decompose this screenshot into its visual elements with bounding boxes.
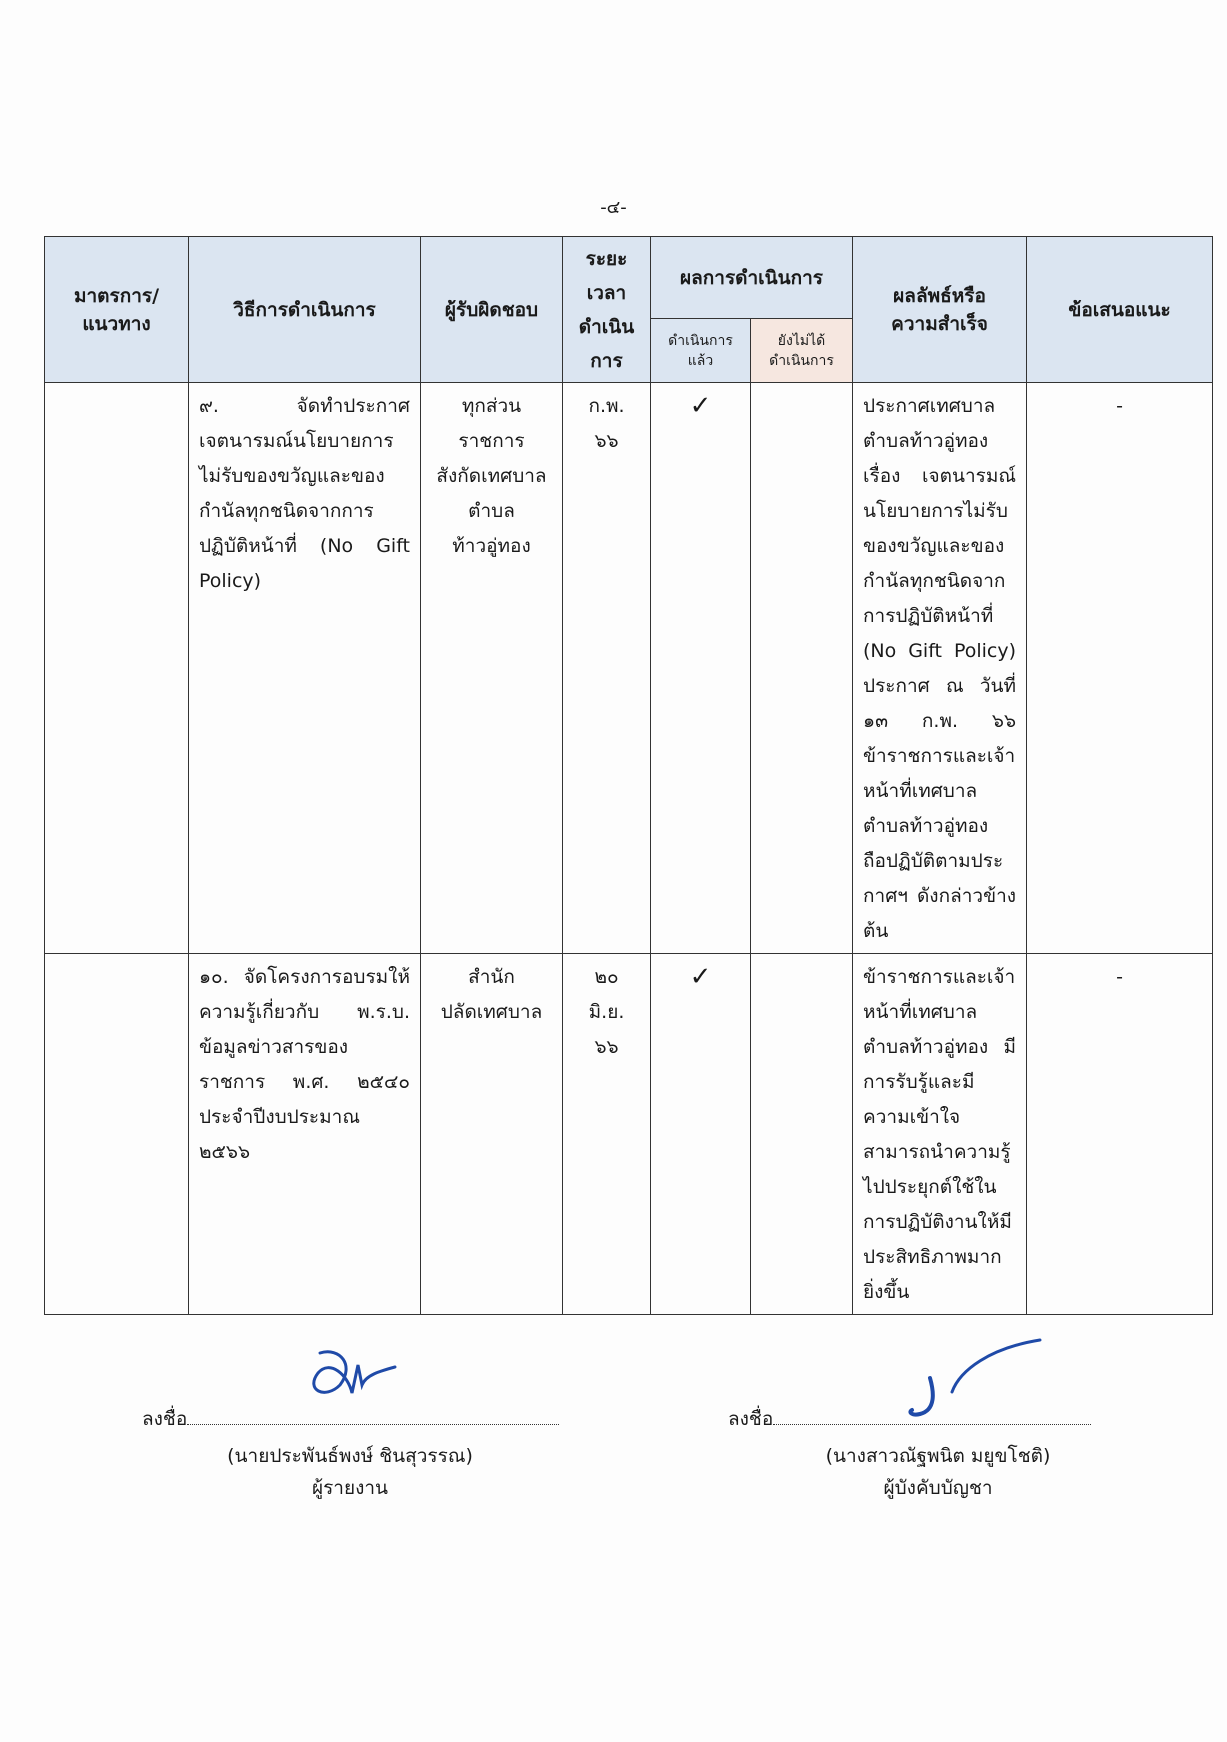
header-results: ผลการดำเนินการ [651,237,853,319]
header-not-done: ยังไม่ได้ ดำเนินการ [751,319,853,383]
header-responsible: ผู้รับผิดชอบ [421,237,563,383]
header-suggestion: ข้อเสนอแนะ [1027,237,1213,383]
header-done: ดำเนินการ แล้ว [651,319,751,383]
cell-outcome: ข้าราชการและเจ้าหน้าที่เทศบาลตำบลท้าวอู่ทอง มีการรับรู้และมีความเข้าใจ สามารถนำความรู้ไปประยุกต์ใช้ในการปฏิบัติงานให้มีประสิทธิภาพมากยิ่งขึ้น [853,954,1027,1315]
signature-image [300,1345,410,1405]
header-measure: มาตรการ/ แนวทาง [45,237,189,383]
header-method: วิธีการดำเนินการ [189,237,421,383]
cell-method: ๙. จัดทำประกาศเจตนารมณ์นโยบายการไม่รับของขวัญและของกำนัลทุกชนิดจากการปฏิบัติหน้าที่ (No Gift Policy) [189,383,421,954]
cell-responsible: สำนัก ปลัดเทศบาล [421,954,563,1315]
signer-1 [160,1440,540,1504]
table-row [45,954,1213,1315]
report-table [44,236,1213,1315]
signer-role: ผู้บังคับบัญชา [883,1477,993,1499]
cell-measure [45,954,189,1315]
cell-period: ๒๐ มิ.ย. ๖๖ [563,954,651,1315]
cell-suggestion: - [1027,954,1213,1315]
cell-outcome: ประกาศเทศบาลตำบลท้าวอู่ทอง เรื่อง เจตนารมณ์นโยบายการไม่รับของขวัญและของกำนัลทุกชนิดจากการปฏิบัติหน้าที่ (No Gift Policy) ประกาศ ณ วันที่ ๑๓ ก.พ. ๖๖ ข้าราชการและเจ้าหน้าที่เทศบาลตำบลท้าวอู่ทอง ถือปฏิบัติตามประกาศฯ ดังกล่าวข้างต้น [853,383,1027,954]
cell-not-done [751,954,853,1315]
check-mark-icon: ✓ [651,383,751,954]
signer-name: (นายประพันธ์พงษ์ ชินสุวรรณ) [227,1445,473,1467]
cell-measure [45,383,189,954]
cell-not-done [751,383,853,954]
table-row [45,383,1213,954]
signer-2 [748,1440,1128,1504]
cell-method: ๑๐. จัดโครงการอบรมให้ความรู้เกี่ยวกับ พ.ร.บ. ข้อมูลข่าวสารของราชการ พ.ศ. ๒๕๔๐ ประจำปีงบประมาณ ๒๕๖๖ [189,954,421,1315]
signature-line-2: ลงชื่อ [728,1404,1091,1434]
page-number: -๔- [600,197,627,218]
signature-line-1: ลงชื่อ [142,1404,559,1434]
signer-role: ผู้รายงาน [311,1477,389,1499]
check-mark-icon: ✓ [651,954,751,1315]
signer-name: (นางสาวณัฐพนิต มยูขโชติ) [825,1445,1051,1467]
cell-period: ก.พ. ๖๖ [563,383,651,954]
header-outcome: ผลลัพธ์หรือ ความสำเร็จ [853,237,1027,383]
cell-responsible: ทุกส่วน ราชการ สังกัดเทศบาล ตำบล ท้าวอู่ทอง [421,383,563,954]
cell-suggestion: - [1027,383,1213,954]
header-period: ระยะ เวลา ดำเนิน การ [563,237,651,383]
